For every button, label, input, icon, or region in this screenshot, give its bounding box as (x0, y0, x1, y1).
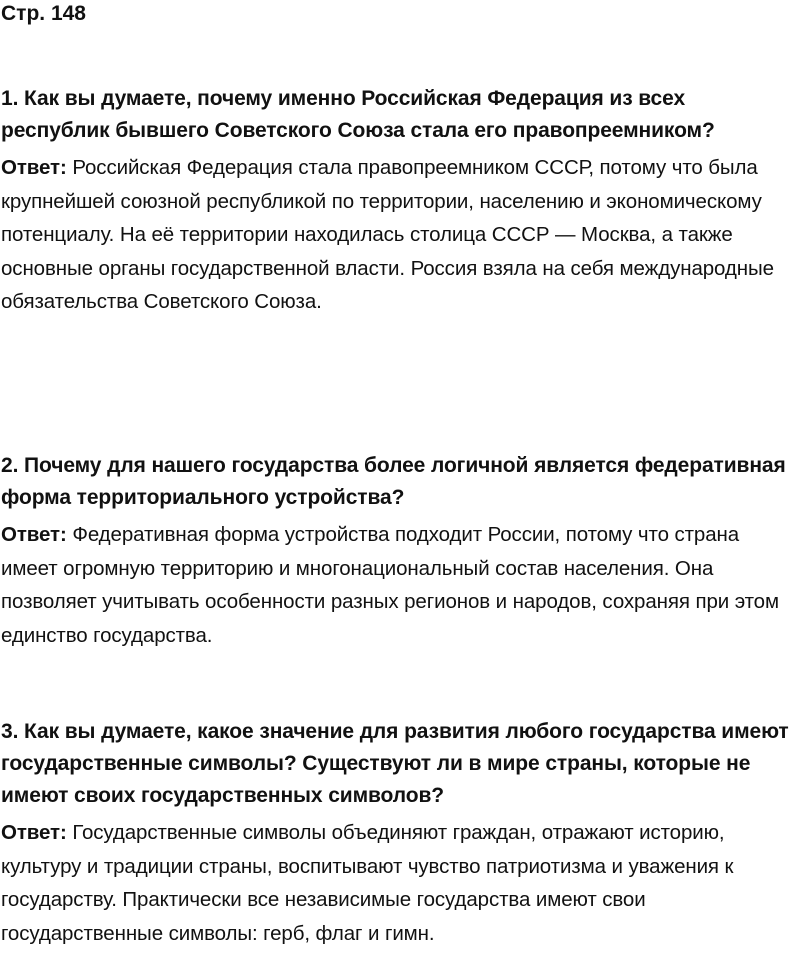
answer-label: Ответ: (1, 821, 67, 844)
answer-3 (1, 816, 798, 950)
answer-text-2: Федеративная форма устройства подходит России, потому что страна имеет огромную территорию и многонациональный состав населения. Она позволяет учитывать особенности разных регионов и народов, сохраняя при этом единство государства. (1, 523, 779, 647)
answer-text-3: Государственные символы объединяют граждан, отражают историю, культуру и традиции страны, воспитывают чувство патриотизма и уважения к государству. Практически все независимые государства имеют свои государственные символы: герб, флаг и гимн. (1, 821, 734, 945)
answer-label: Ответ: (1, 156, 67, 179)
question-2: 2. Почему для нашего государства более логичной является федеративная форма территориального устройства? (1, 454, 786, 509)
question-1: 1. Как вы думаете, почему именно Российская Федерация из всех республик бывшего Советского Союза стала его правопреемником? (1, 87, 715, 142)
answer-label: Ответ: (1, 523, 67, 546)
page-heading: Стр. 148 (1, 2, 86, 25)
answer-2 (1, 518, 798, 652)
answer-1 (1, 151, 798, 319)
qa-block-1 (1, 83, 798, 319)
question-3: 3. Как вы думаете, какое значение для развития любого государства имеют государственные символы? Существуют ли в мире страны, которые не имеют своих государственных символов? (1, 720, 789, 807)
qa-block-2 (1, 450, 798, 652)
answer-text-1: Российская Федерация стала правопреемником СССР, потому что была крупнейшей союзной республикой по территории, населению и экономическому потенциалу. На её территории находилась столица СССР — Москва, а также основные органы государственной власти. Россия взяла на себя международные обязательства Советского Союза. (1, 156, 774, 313)
qa-block-3 (1, 716, 798, 950)
